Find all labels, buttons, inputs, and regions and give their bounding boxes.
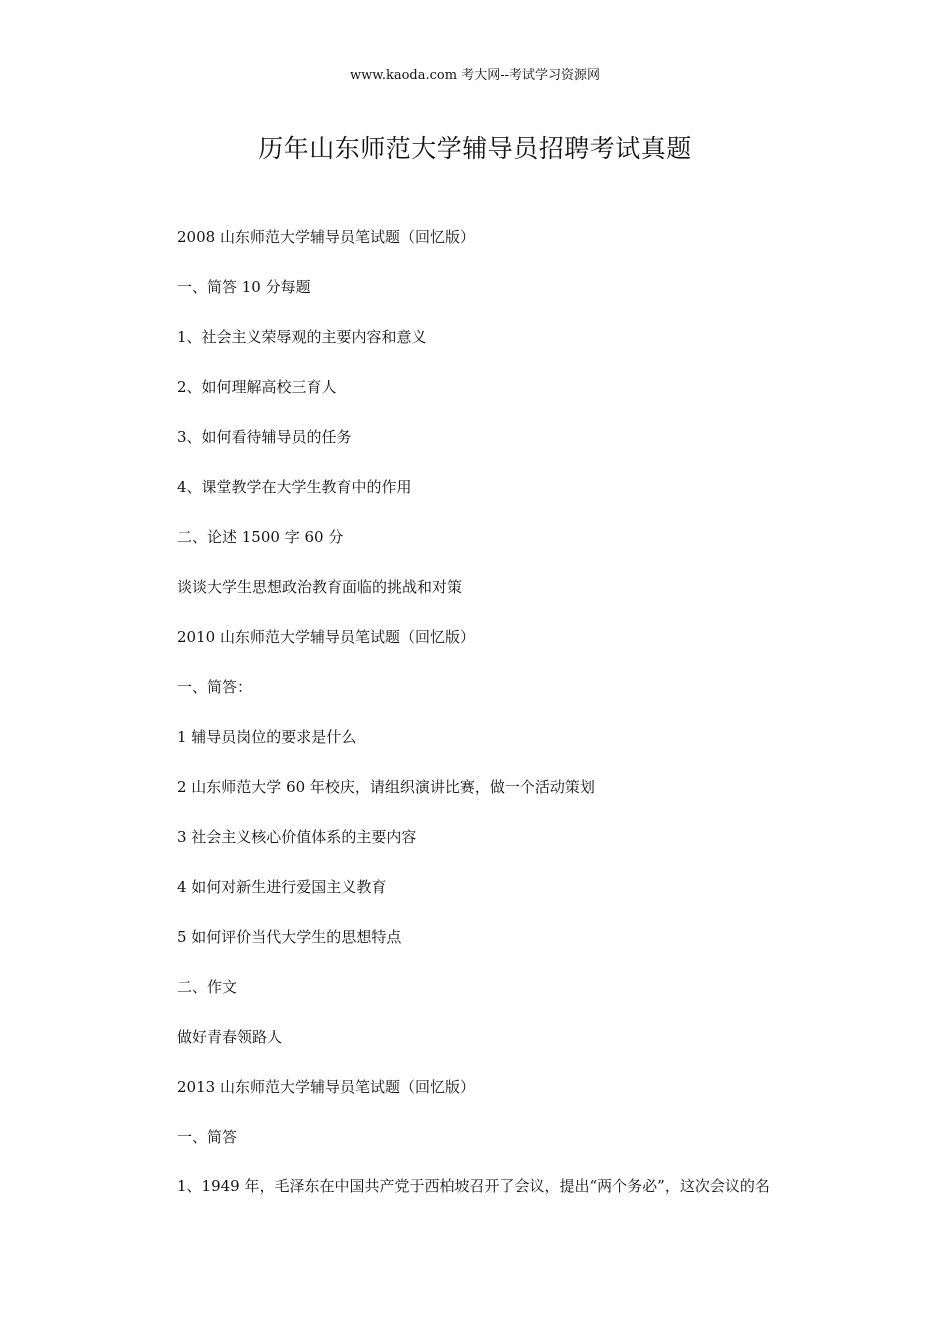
paragraph: 做好青春领路人	[177, 1028, 283, 1046]
paragraph: 5 如何评价当代大学生的思想特点	[177, 928, 402, 946]
paragraph: 2013 山东师范大学辅导员笔试题（回忆版）	[177, 1078, 475, 1096]
paragraph: 一、简答：	[177, 678, 253, 696]
paragraph: 谈谈大学生思想政治教育面临的挑战和对策	[177, 578, 463, 596]
paragraph: 3、如何看待辅导员的任务	[177, 428, 352, 446]
paragraph: 2010 山东师范大学辅导员笔试题（回忆版）	[177, 628, 475, 646]
paragraph: 1 辅导员岗位的要求是什么	[177, 728, 357, 746]
document-body	[117, 226, 817, 1200]
paragraph: 二、作文	[177, 978, 238, 996]
document-title: 历年山东师范大学辅导员招聘考试真题	[258, 134, 692, 163]
paragraph: 2、如何理解高校三育人	[177, 378, 337, 396]
paragraph: 二、论述 1500 字 60 分	[177, 528, 344, 546]
paragraph: 1、社会主义荣辱观的主要内容和意义	[177, 328, 427, 346]
paragraph: 4、课堂教学在大学生教育中的作用	[177, 478, 412, 496]
paragraph: 1、1949 年，毛泽东在中国共产党于西柏坡召开了会议，提出“两个务必”，这次会议的名	[177, 1177, 770, 1195]
paragraph: 3 社会主义核心价值体系的主要内容	[177, 828, 417, 846]
page-header: www.kaoda.com 考大网--考试学习资源网	[350, 68, 600, 83]
paragraph: 一、简答 10 分每题	[177, 278, 311, 296]
paragraph: 4 如何对新生进行爱国主义教育	[177, 878, 387, 896]
paragraph: 一、简答	[177, 1128, 238, 1146]
paragraph: 2 山东师范大学 60 年校庆，请组织演讲比赛，做一个活动策划	[177, 778, 595, 796]
paragraph: 2008 山东师范大学辅导员笔试题（回忆版）	[177, 228, 475, 246]
